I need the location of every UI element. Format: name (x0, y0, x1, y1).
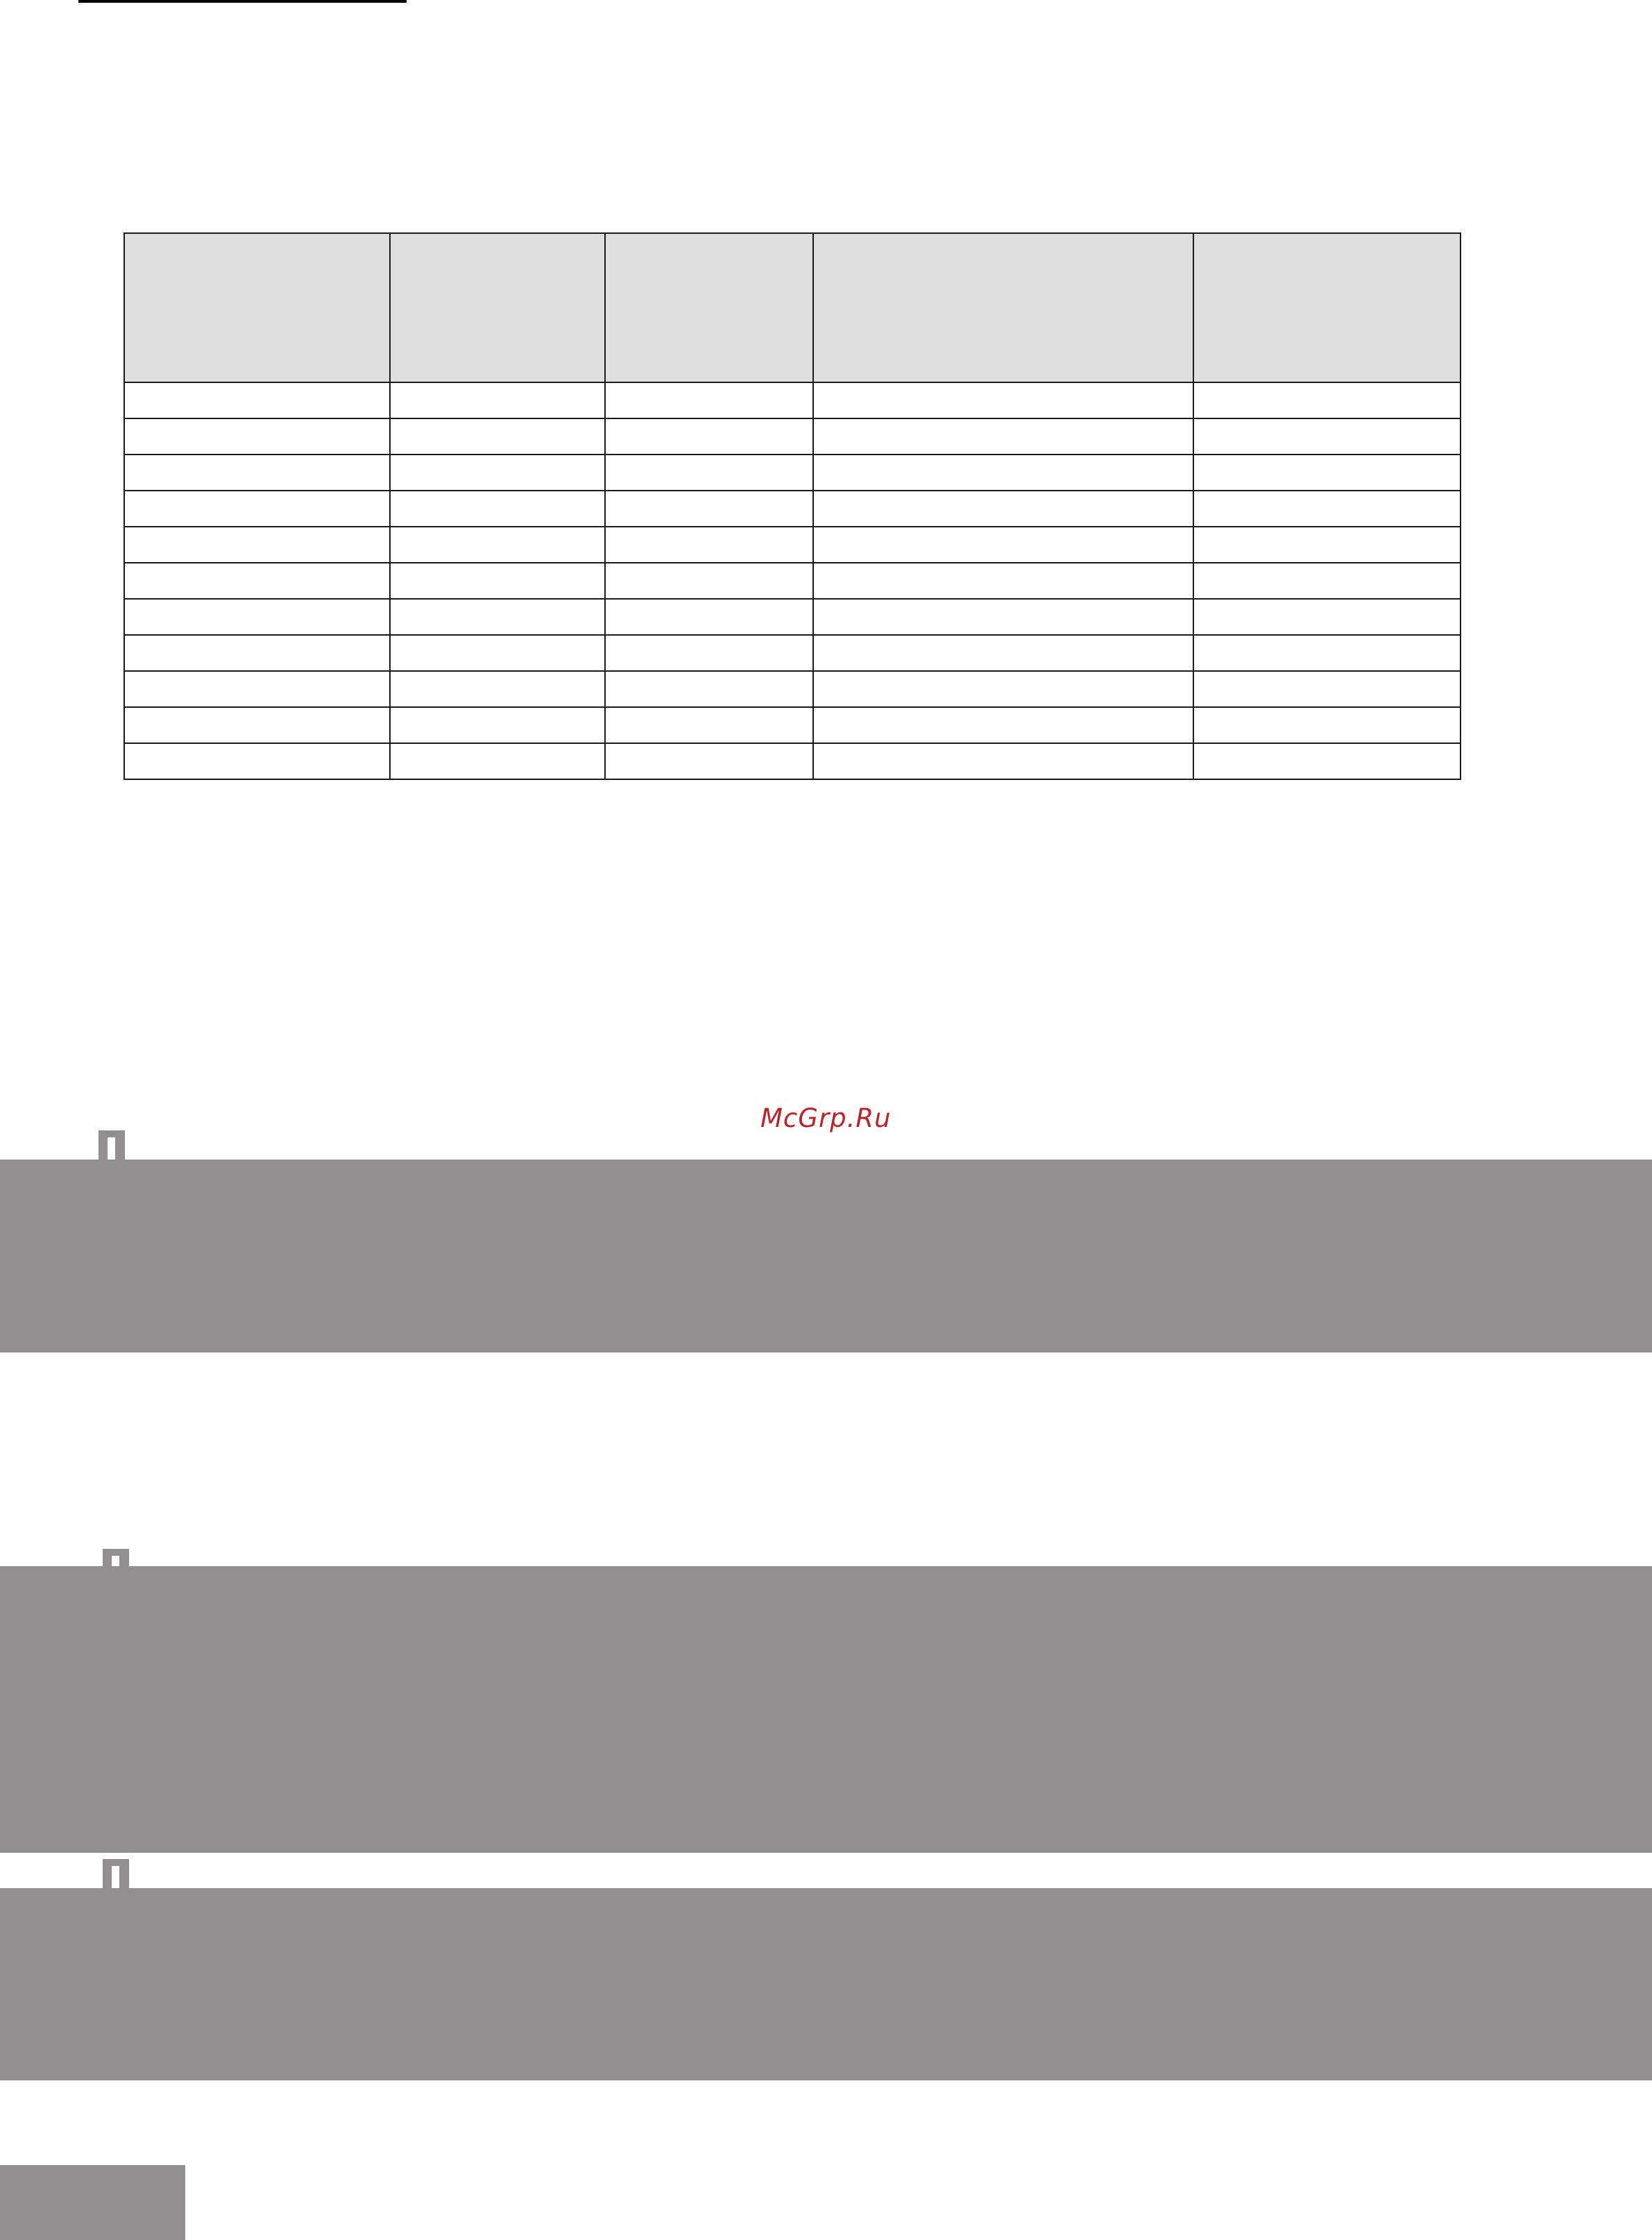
table-row (124, 418, 1461, 455)
table-cell (1193, 527, 1461, 563)
table-cell (124, 455, 390, 491)
table-row (124, 599, 1461, 635)
redacted-band (0, 1160, 1652, 1352)
watermark-text: McGrp.Ru (760, 1103, 892, 1133)
table-cell (813, 599, 1193, 635)
table-cell (390, 707, 605, 743)
table-header-cell (605, 233, 813, 382)
table-header-cell (124, 233, 390, 382)
table-cell (124, 671, 390, 707)
table-row (124, 707, 1461, 743)
table-row (124, 491, 1461, 527)
table-cell (1193, 382, 1461, 418)
table-row (124, 671, 1461, 707)
table-cell (605, 599, 813, 635)
table-row (124, 527, 1461, 563)
table-cell (813, 563, 1193, 599)
table-row (124, 743, 1461, 779)
table-cell (390, 563, 605, 599)
table-cell (124, 491, 390, 527)
redacted-band (0, 1566, 1652, 1853)
table-cell (390, 599, 605, 635)
table-cell (605, 527, 813, 563)
table-cell (605, 635, 813, 671)
table-cell (813, 491, 1193, 527)
table-cell (813, 743, 1193, 779)
table-header-cell (813, 233, 1193, 382)
table-cell (124, 707, 390, 743)
table-cell (390, 418, 605, 455)
table-cell (605, 491, 813, 527)
table-cell (124, 635, 390, 671)
table-cell (605, 382, 813, 418)
table-cell (390, 455, 605, 491)
table-cell (605, 455, 813, 491)
table-header-cell (1193, 233, 1461, 382)
table-cell (390, 382, 605, 418)
table-cell (813, 527, 1193, 563)
table-cell (1193, 671, 1461, 707)
table-cell (605, 563, 813, 599)
table-cell (813, 671, 1193, 707)
table-cell (813, 635, 1193, 671)
table-cell (390, 527, 605, 563)
table-row (124, 382, 1461, 418)
table-cell (1193, 418, 1461, 455)
table-cell (124, 382, 390, 418)
table-header-cell (390, 233, 605, 382)
table-cell (605, 671, 813, 707)
table-cell (813, 455, 1193, 491)
table-row (124, 455, 1461, 491)
table-cell (605, 418, 813, 455)
table-cell (124, 418, 390, 455)
table-cell (1193, 707, 1461, 743)
table-cell (1193, 599, 1461, 635)
table-cell (124, 527, 390, 563)
section-tab-marker (103, 1549, 129, 1566)
spec-table (124, 232, 1461, 780)
table-cell (1193, 743, 1461, 779)
page-number-tab (0, 2165, 185, 2240)
table-header-row (124, 233, 1461, 382)
table-cell (605, 743, 813, 779)
table-cell (1193, 635, 1461, 671)
table-cell (124, 743, 390, 779)
table-cell (390, 671, 605, 707)
section-tab-marker (99, 1130, 125, 1160)
table-cell (605, 707, 813, 743)
table-cell (1193, 563, 1461, 599)
table-body (124, 382, 1461, 779)
table-cell (124, 563, 390, 599)
section-tab-marker (103, 1859, 129, 1888)
table-cell (390, 743, 605, 779)
table-cell (390, 635, 605, 671)
table-cell (390, 491, 605, 527)
table-row (124, 563, 1461, 599)
table-cell (124, 599, 390, 635)
table-cell (813, 382, 1193, 418)
table-cell (1193, 455, 1461, 491)
table-cell (813, 418, 1193, 455)
header-rule (78, 0, 407, 3)
table-cell (1193, 491, 1461, 527)
table-row (124, 635, 1461, 671)
redacted-band (0, 1888, 1652, 2080)
table-cell (813, 707, 1193, 743)
